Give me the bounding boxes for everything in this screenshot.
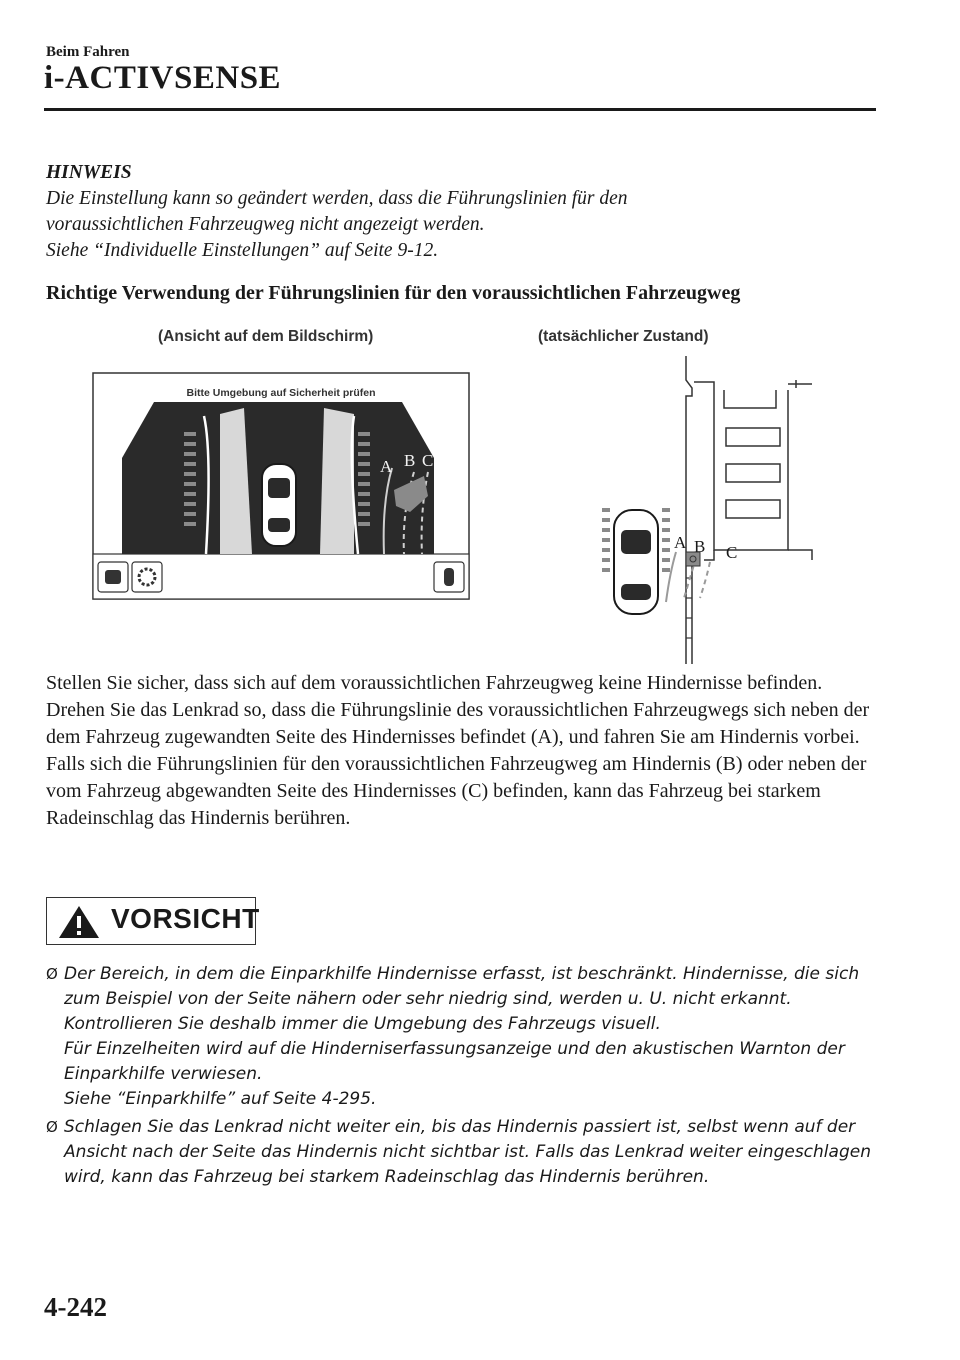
chapter-title: i-ACTIVSENSE (44, 60, 282, 96)
caution-box (46, 897, 260, 945)
note-title: HINWEIS (46, 162, 132, 183)
note-line: Siehe “Individuelle Einstellungen” auf Seite 9-12. (46, 240, 439, 261)
marker-b: B (694, 537, 706, 556)
caution-line: Schlagen Sie das Lenkrad nicht weiter ein, bis das Hindernis passiert ist, selbst wenn auf der Ansicht nach der Seite das Hindernis nicht sichtbar ist. Falls das Lenkrad weiter eingeschlagen wird, kann das Fahrzeug bei starkem Radeinschlag das Hindernis berühren. (64, 1117, 871, 1187)
caution-item (46, 1115, 886, 1190)
note-block (46, 160, 886, 264)
body-text (46, 670, 886, 832)
body-paragraph: Drehen Sie das Lenkrad so, dass die Führungslinie des voraussichtlichen Fahrzeugwegs sich neben der dem Fahrzeug zugewandten Seite des Hindernisses befindet (A), und fahren Sie am Hindernis vorbei. (46, 699, 870, 748)
car-icon (614, 510, 658, 614)
screen-view-illustration (92, 372, 470, 600)
caution-line: Siehe “Einparkhilfe” auf Seite 4-295. (64, 1089, 377, 1109)
sub-heading: Richtige Verwendung der Führungslinien für den voraussichtlichen Fahrzeugweg (46, 282, 741, 304)
marker-a: A (380, 457, 393, 476)
screen-warning-message: Bitte Umgebung auf Sicherheit prüfen (186, 387, 376, 399)
settings-gear-icon (132, 562, 162, 592)
body-paragraph: Falls sich die Führungslinien für den voraussichtlichen Fahrzeugweg am Hindernis (B) oder neben der vom Fahrzeug abgewandten Seite des Hindernisses (C) befinden, kann das Fahrzeug bei starkem Radeinschlag das Hindernis berühren. (46, 753, 867, 829)
figure-caption-screen-view: (Ansicht auf dem Bildschirm) (158, 328, 374, 345)
marker-b: B (404, 451, 416, 470)
warning-triangle-icon (57, 904, 101, 940)
caution-line: Für Einzelheiten wird auf die Hinderniserfassungsanzeige und den akustischen Warnton der Einparkhilfe verwiesen. (64, 1039, 845, 1084)
car-icon (262, 464, 296, 546)
caution-label: VORSICHT (111, 903, 260, 934)
note-line: voraussichtlichen Fahrzeugweg nicht angezeigt werden. (46, 214, 485, 235)
bullet-arrow-icon: Ø (46, 1118, 58, 1136)
caution-line: Der Bereich, in dem die Einparkhilfe Hindernisse erfasst, ist beschränkt. Hindernisse, die sich zum Beispiel von der Seite nähern oder sehr niedrig sind, werden u. U. nicht erkannt. Kontrollieren Sie deshalb immer die Umgebung des Fahrzeugs visuell. (64, 964, 860, 1034)
marker-c: C (422, 451, 434, 470)
note-line: Die Einstellung kann so geändert werden, dass die Führungslinien für den (46, 188, 628, 209)
actual-situation-illustration (580, 352, 830, 664)
header-rule (44, 108, 876, 111)
marker-a: A (674, 533, 687, 552)
page-number: 4-242 (44, 1292, 107, 1322)
body-paragraph: Stellen Sie sicher, dass sich auf dem voraussichtlichen Fahrzeugweg keine Hindernisse befinden. (46, 672, 823, 694)
bullet-arrow-icon: Ø (46, 965, 58, 983)
caution-list (46, 962, 886, 1190)
section-label: Beim Fahren (46, 44, 130, 60)
figure-caption-actual-situation: (tatsächlicher Zustand) (538, 328, 709, 345)
marker-c: C (726, 543, 738, 562)
caution-item (46, 962, 886, 1112)
